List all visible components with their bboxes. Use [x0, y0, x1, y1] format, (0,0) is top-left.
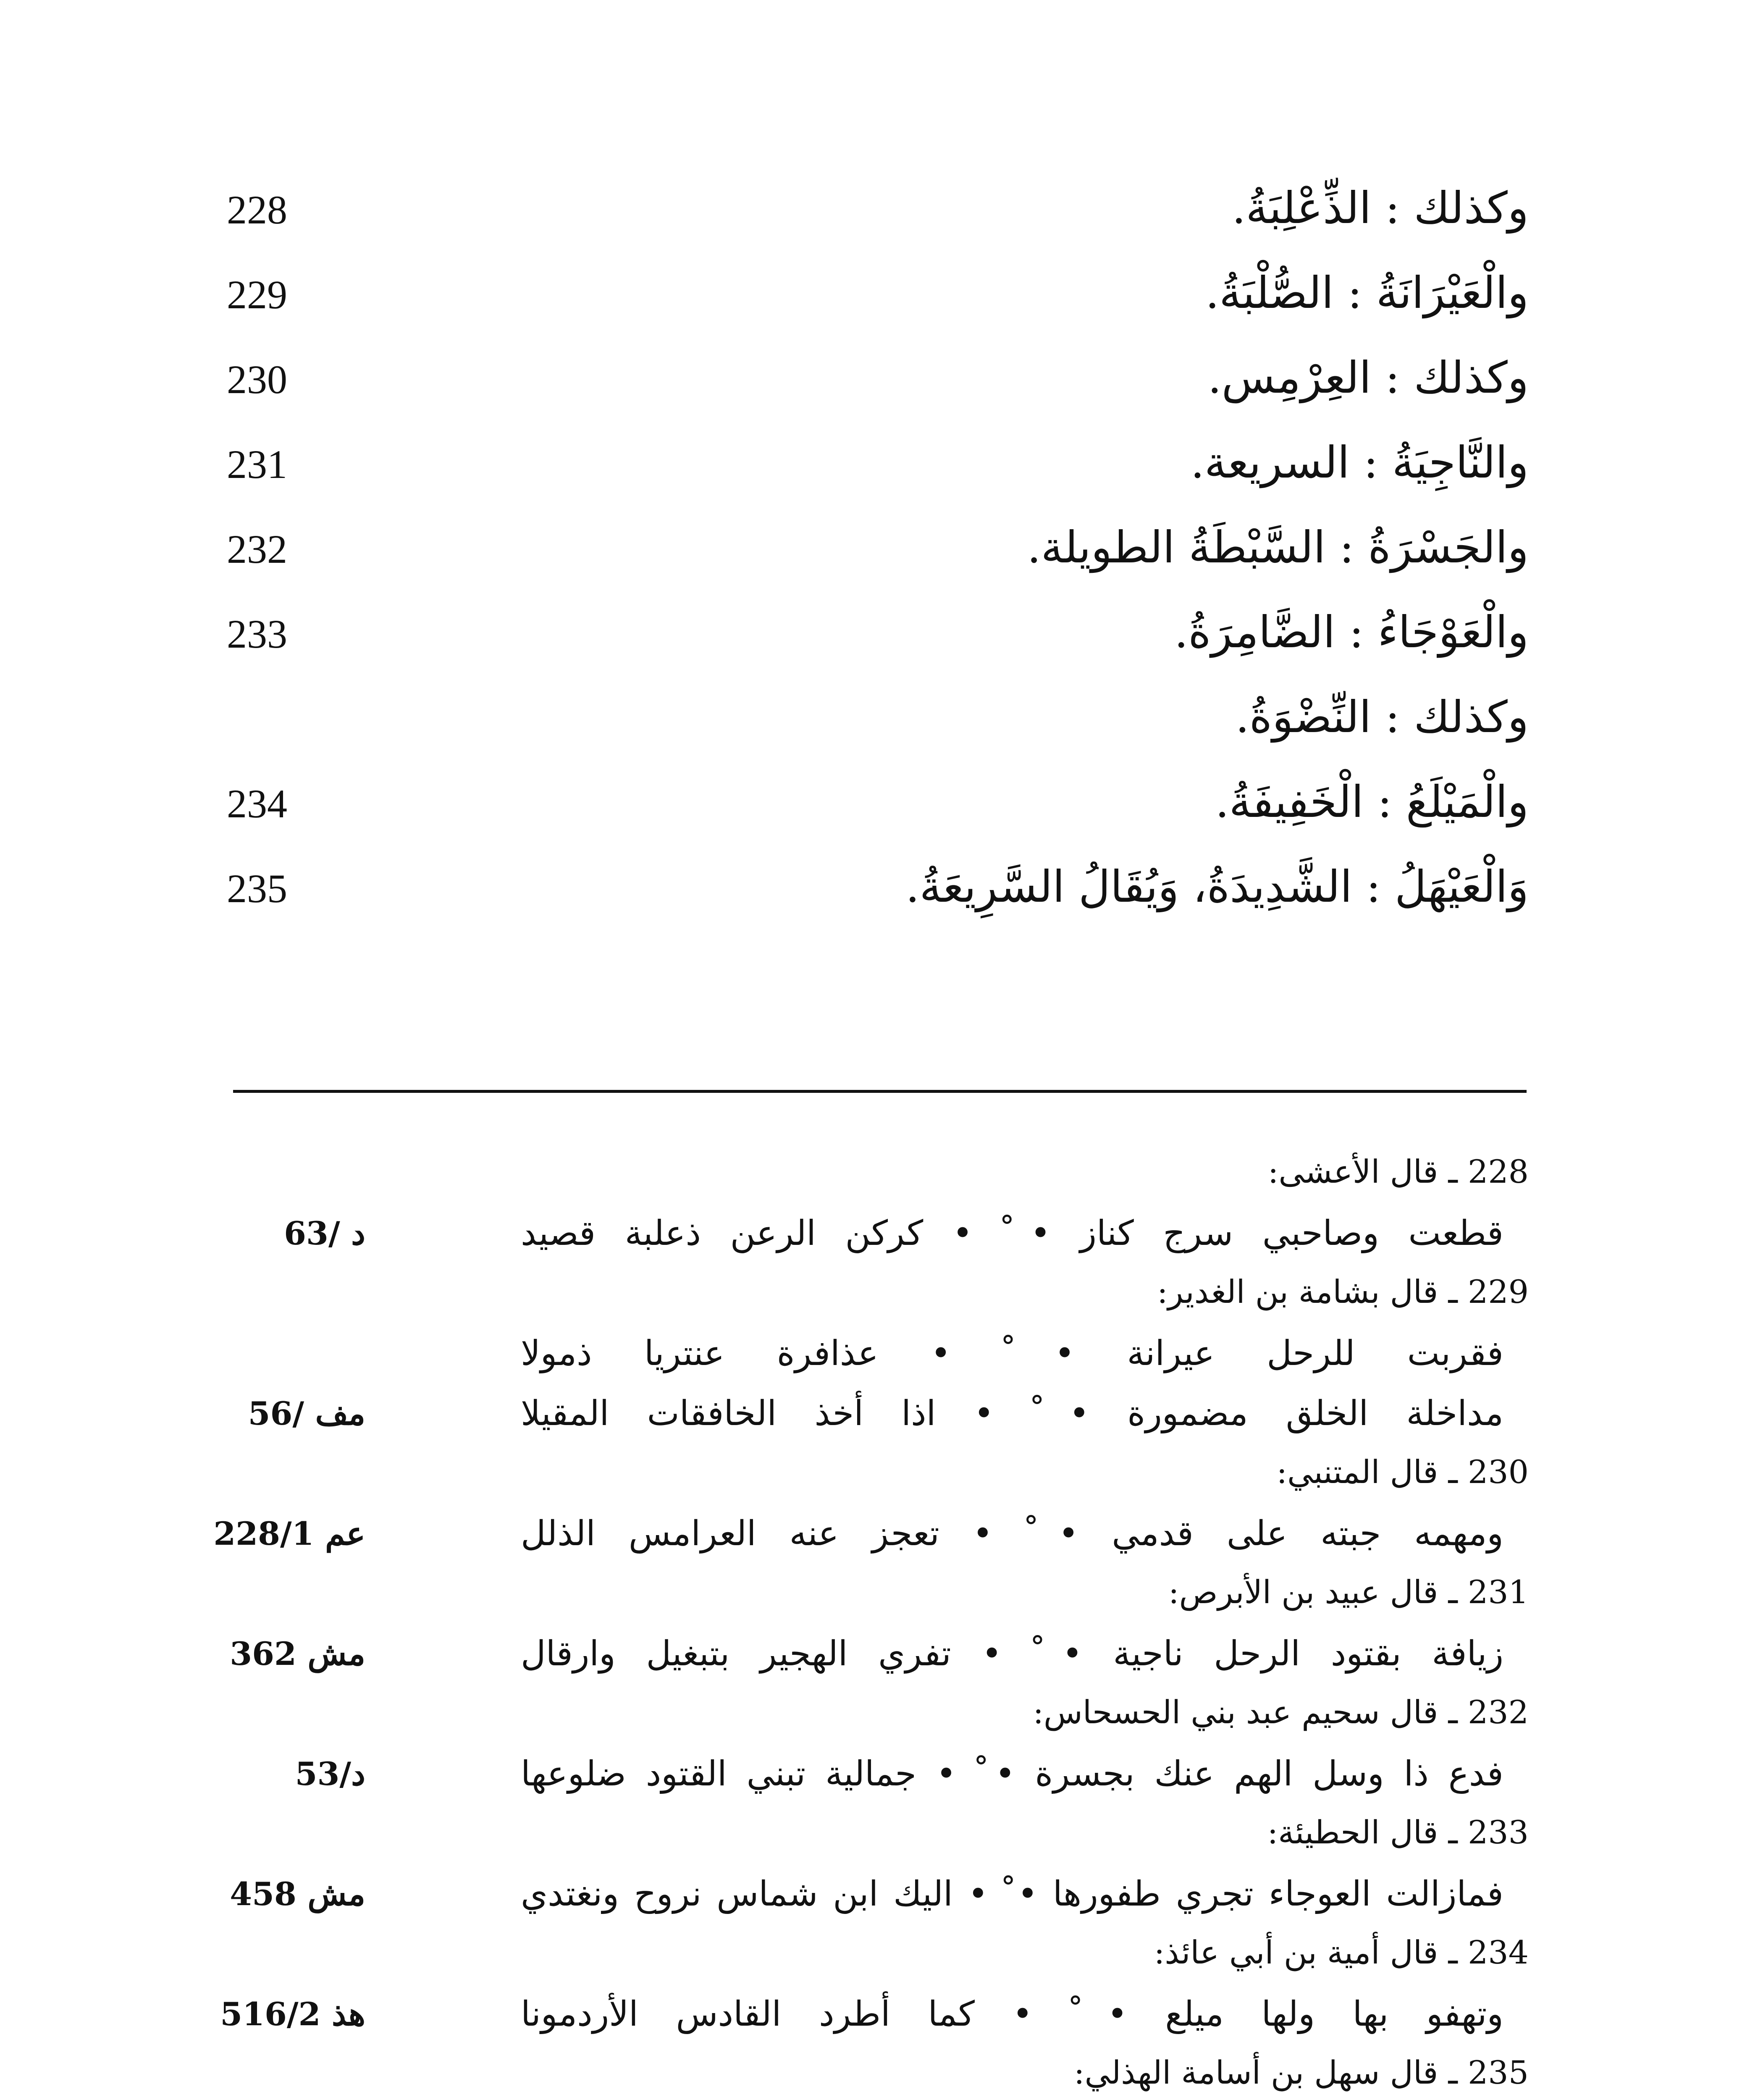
- source-reference: مف /56: [248, 1395, 365, 1432]
- entry-text: وكذلك : النِّضْوَةُ.: [1235, 691, 1529, 743]
- footnote-head-text: 228 ـ قال الأعشى:: [1267, 1153, 1529, 1190]
- footnote-heading: [227, 2045, 1529, 2100]
- footnote-head-text: 231 ـ قال عبيد بن الأبرص:: [1168, 1573, 1529, 1611]
- footnote-heading: [227, 1685, 1529, 1745]
- entry-232: [227, 507, 1529, 592]
- footnote-verse: [213, 1505, 1529, 1565]
- entry-228: [227, 168, 1529, 253]
- entry-number: 230: [227, 357, 287, 402]
- source-reference: مش 458: [230, 1875, 365, 1913]
- entry-text: والْعَيْرَانَةُ : الصُّلْبَةُ.: [1205, 267, 1529, 318]
- entry-text: وكذلك : العِرْمِس.: [1207, 352, 1529, 403]
- verse-text: مداخلة الخلق مضمورة • ْ • اذا أخذ الخافقات المقيلا: [521, 1394, 1503, 1433]
- verse-text: وتهفو بها ولها ميلع • ْ • كما أطرد القادس الأردمونا: [521, 1994, 1503, 2034]
- footnote-verse: [227, 1865, 1529, 1925]
- footnote-verse: [227, 1205, 1529, 1265]
- source-reference: د/53: [295, 1755, 365, 1793]
- footnote-head-text: 233 ـ قال الحطيئة:: [1267, 1814, 1529, 1851]
- entry-229: [227, 253, 1529, 338]
- footnote-head-text: 235 ـ قال سهل بن أسامة الهذلي:: [1074, 2054, 1529, 2091]
- entry-number: 229: [227, 272, 287, 317]
- entry-233: [227, 592, 1529, 677]
- footnote-head-text: 234 ـ قال أمية بن أبي عائذ:: [1154, 1934, 1529, 1971]
- footnote-heading: [227, 1445, 1529, 1505]
- footnote-divider: [233, 1090, 1527, 1093]
- footnote-verse: [227, 1625, 1529, 1685]
- entry-number: 233: [227, 612, 287, 656]
- footnotes: [213, 1144, 1529, 2100]
- footnote-verse: [227, 1325, 1529, 1385]
- footnote-heading: [227, 1925, 1529, 1985]
- verse-text: قطعت وصاحبي سرج كناز • ْ • كركن الرعن ذعلبة قصيد: [521, 1213, 1503, 1253]
- source-reference: هذ 516/2: [220, 1995, 365, 2033]
- entry-number: 235: [227, 866, 287, 911]
- verse-text: فقربت للرحل عيرانة • ْ • عذافرة عنتريا ذمولا: [521, 1334, 1503, 1373]
- entry-number: 234: [227, 781, 287, 826]
- entry-number: 228: [227, 187, 287, 232]
- source-reference: عم 228/1: [213, 1515, 365, 1552]
- entry-231: [227, 423, 1529, 507]
- entry-234: [227, 762, 1529, 847]
- source-reference: مش 362: [230, 1635, 365, 1672]
- footnote-heading: [227, 1144, 1529, 1205]
- footnote-verse: [227, 1385, 1529, 1445]
- footnote-head-text: 232 ـ قال سحيم عبد بني الحسحاس:: [1033, 1693, 1529, 1731]
- footnote-head-text: 230 ـ قال المتنبي:: [1276, 1453, 1529, 1491]
- entry-230: [227, 338, 1529, 423]
- entry-text: والجَسْرَةُ : السَّبْطَةُ الطويلة.: [1027, 522, 1529, 573]
- verse-text: ومهمه جبته على قدمي • ْ • تعجز عنه العرامس الذلل: [521, 1514, 1503, 1554]
- entry-number: 231: [227, 442, 287, 487]
- entry-235: [227, 847, 1529, 932]
- entry-text: والْمَيْلَعُ : الْخَفِيفَةُ.: [1215, 776, 1529, 827]
- footnote-head-text: 229 ـ قال بشامة بن الغدير:: [1157, 1273, 1529, 1310]
- entry-text: والنَّاجِيَةُ : السريعة.: [1190, 437, 1529, 488]
- entry-text: وكذلك : الذِّعْلِبَةُ.: [1232, 182, 1529, 234]
- entry-233-cont: [227, 677, 1529, 762]
- main-entries: [227, 168, 1529, 932]
- footnote-heading: [227, 1805, 1529, 1865]
- footnote-verse: [227, 1745, 1529, 1805]
- footnote-heading: [227, 1565, 1529, 1625]
- verse-text: زيافة بقتود الرحل ناجية • ْ • تفري الهجير بتبغيل وارقال: [521, 1634, 1503, 1674]
- entry-text: والْعَوْجَاءُ : الضَّامِرَةُ.: [1174, 606, 1529, 658]
- entry-number: 232: [227, 527, 287, 572]
- verse-text: فمازالت العوجاء تجري طفورها • ْ • اليك ابن شماس نروح ونغتدي: [521, 1874, 1503, 1914]
- verse-text: فدع ذا وسل الهم عنك بجسرة • ْ • جمالية تبني القتود ضلوعها: [521, 1754, 1503, 1794]
- footnote-heading: [227, 1265, 1529, 1325]
- footnote-verse: [220, 1985, 1529, 2045]
- source-reference: د /63: [284, 1215, 365, 1252]
- entry-text: وَالْعَيْهَلُ : الشَّدِيدَةُ، وَيُقَالُ السَّرِيعَةُ.: [905, 861, 1529, 912]
